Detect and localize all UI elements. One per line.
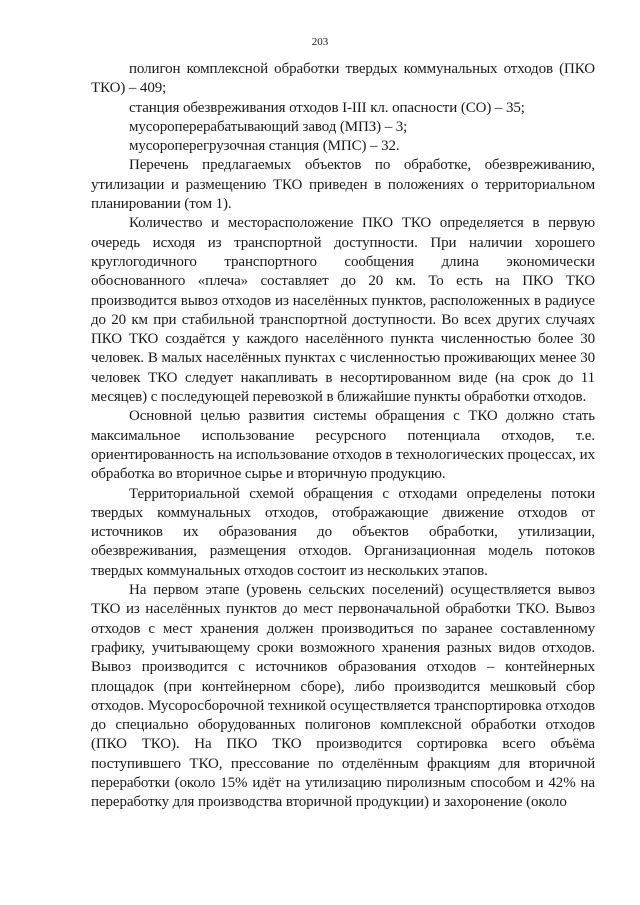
document-body	[91, 60, 595, 813]
paragraph-objects-list: Перечень предлагаемых объектов по обработке, обезвреживанию, утилизации и размещению ТКО приведен в положениях о территориальном планировании (том 1).	[91, 157, 595, 213]
list-item-pko: полигон комплексной обработки твердых коммунальных отходов (ПКО ТКО) – 409;	[91, 61, 595, 97]
list-item-mps: мусороперегрузочная станция (МПС) – 32.	[129, 138, 400, 155]
list-item-mpz: мусороперерабатывающий завод (МПЗ) – 3;	[129, 118, 408, 135]
paragraph-location: Количество и месторасположение ПКО ТКО определяется в первую очередь исходя из транспортной доступности. При наличии хорошего круглогодичного транспортного сообщения длина экономически обоснованного «плеча» составляет до 20 км. То есть на ПКО ТКО производится вывоз отходов из населённых пунктов, расположенных в радиусе до 20 км при стабильной транспортной доступности. Во всех других случаях ПКО ТКО создаётся у каждого населённого пункта численностью более 30 человек. В малых населённых пунктах с численностью проживающих менее 30 человек ТКО следует накапливать в несортированном виде (на срок до 11 месяцев) с последующей перевозкой в ближайшие пункты обработки отходов.	[91, 215, 595, 406]
paragraph-flows: Территориальной схемой обращения с отходами определены потоки твердых коммунальных отходов, отображающие движение отходов от источников их образования до объектов обработки, утилизации, обезвреживания, размещения отходов. Организационная модель потоков твердых коммунальных отходов состоит из нескольких этапов.	[91, 485, 595, 579]
paragraph-first-stage: На первом этапе (уровень сельских поселений) осуществляется вывоз ТКО из населённых пунктов до мест первоначальной обработки ТКО. Вывоз отходов с мест хранения должен производиться по заранее составленному графику, учитывающему сроки возможного хранения разных видов отходов. Вывоз производится с источников образования отходов – контейнерных площадок (при контейнерном сборе), либо производится мешковый сбор отходов. Мусоросборочной техникой осуществляется транспортировка отходов до специально оборудованных полигонов комплексной обработки отходов (ПКО ТКО). На ПКО ТКО производится сортировка всего объёма поступившего ТКО, прессование по отделённым фракциям для вторичной переработки (около 15% идёт на утилизацию пиролизным способом и 42% на переработку для производства вторичной продукции) и захоронение (около	[91, 582, 595, 811]
paragraph-goal: Основной целью развития системы обращения с ТКО должно стать максимальное использование ресурсного потенциала отходов, т.е. ориентированность на использование отходов в технологических процессах, их обработка во вторичное сырье и вторичную продукцию.	[91, 408, 595, 483]
list-item-so: станция обезвреживания отходов I-III кл. опасности (СО) – 35;	[129, 99, 525, 116]
page-number: 203	[311, 36, 329, 48]
